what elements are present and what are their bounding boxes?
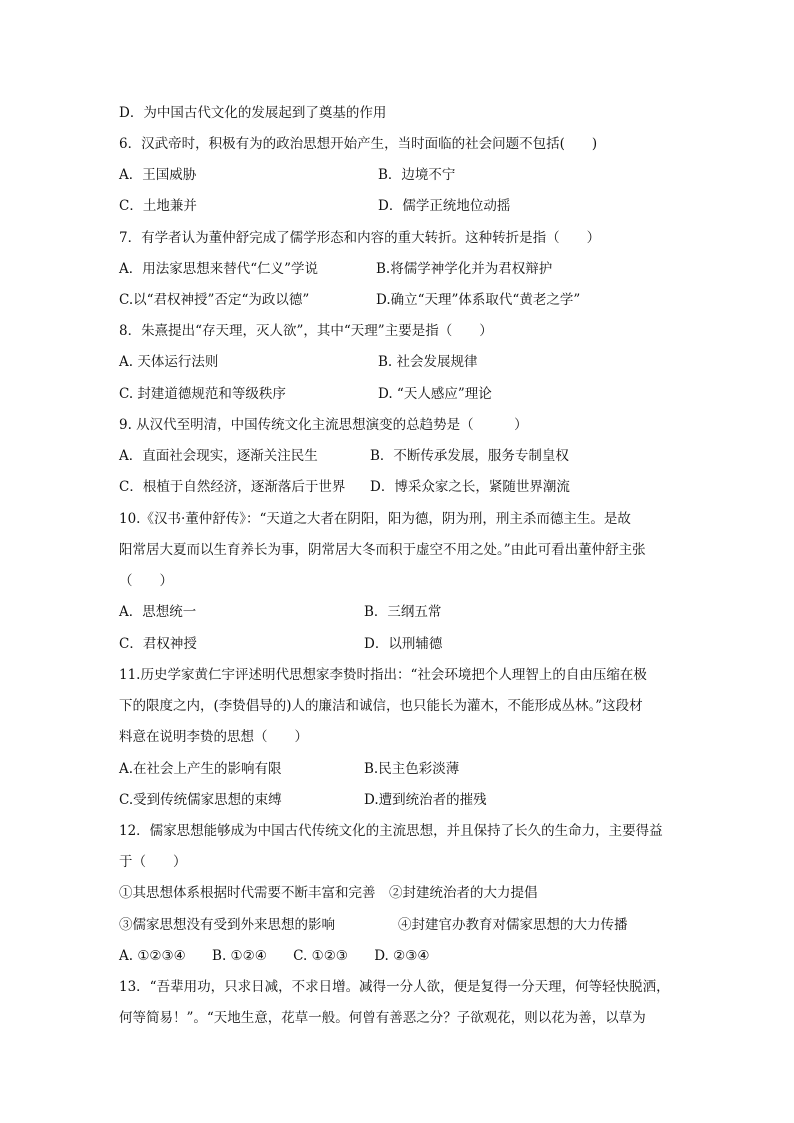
q10-stem-line1: 10.《汉书·董仲舒传》：“天道之大者在阴阳，阳为德，阴为刑，刑主杀而德主生。是故 xyxy=(119,511,631,527)
q9-option-b: B．不断传承发展，服务专制皇权 xyxy=(370,448,569,464)
q11-stem-line1: 11.历史学家黄仁宇评述明代思想家李贽时指出：“社会环境把个人理智上的自由压缩在极 xyxy=(119,667,647,683)
q7-option-a: A．用法家思想来替代“仁义”学说 xyxy=(119,261,319,277)
q7-stem: 7．有学者认为董仲舒完成了儒学形态和内容的重大转折。这种转折是指（ ） xyxy=(119,230,601,246)
q12-option-d: D. ②③④ xyxy=(374,948,430,964)
q11-option-b: B.民主色彩淡薄 xyxy=(364,761,460,777)
q12-option-b: B. ①②④ xyxy=(212,948,267,964)
q9-option-c: C．根植于自然经济，逐渐落后于世界 xyxy=(119,479,346,495)
q12-stem-line2: 于（ ） xyxy=(119,854,187,870)
q10-option-a: A．思想统一 xyxy=(119,604,197,620)
q7-option-c: C.以“君权神授”否定“为政以德” xyxy=(119,292,310,308)
q12-option-c: C. ①②③ xyxy=(293,948,348,964)
q12-option-a: A. ①②③④ xyxy=(119,948,186,964)
q12-statement-3: ③儒家思想没有受到外来思想的影响 xyxy=(119,917,335,933)
q11-option-d: D.遭到统治者的摧残 xyxy=(364,792,487,808)
q11-option-a: A.在社会上产生的影响有限 xyxy=(119,761,282,777)
q10-option-c: C．君权神授 xyxy=(119,636,197,652)
q9-option-a: A．直面社会现实，逐渐关注民生 xyxy=(119,448,318,464)
q12-statements-row1: ①其思想体系根据时代需要不断丰富和完善 ②封建统治者的大力提倡 xyxy=(119,885,538,901)
q13-stem-line2: 何等简易！”。“天地生意，花草一般。何曾有善恶之分？子欲观花，则以花为善，以草为 xyxy=(119,1010,646,1026)
q9-stem: 9. 从汉代至明清，中国传统文化主流思想演变的总趋势是（ ） xyxy=(119,417,528,433)
q12-stem-line1: 12．儒家思想能够成为中国古代传统文化的主流思想，并且保持了长久的生命力，主要得益 xyxy=(119,823,663,839)
q6-option-b: B．边境不宁 xyxy=(378,167,456,183)
q8-option-d: D. “天人感应”理论 xyxy=(378,386,492,402)
q8-option-b: B. 社会发展规律 xyxy=(378,354,478,370)
q11-stem-line3: 料意在说明李贽的思想（ ） xyxy=(119,729,308,745)
q9-option-d: D．博采众家之长，紧随世界潮流 xyxy=(370,479,570,495)
q11-stem-line2: 下的限度之内，(李贽倡导的)人的廉洁和诚信，也只能长为灌木，不能形成丛林。”这段材 xyxy=(119,698,643,714)
q12-statement-4: ④封建官办教育对儒家思想的大力传播 xyxy=(398,917,628,933)
q5-option-d: D．为中国古代文化的发展起到了奠基的作用 xyxy=(119,105,387,121)
q8-option-a: A. 天体运行法则 xyxy=(119,354,219,370)
q10-stem-line2: 阳常居大夏而以生育养长为事，阴常居大冬而积于虚空不用之处。”由此可看出董仲舒主张 xyxy=(119,542,646,558)
q12-options-row xyxy=(119,947,451,965)
q6-option-d: D．儒学正统地位动摇 xyxy=(378,198,511,214)
q8-stem: 8．朱熹提出“存天理，灭人欲”，其中“天理”主要是指（ ） xyxy=(119,323,493,339)
q6-option-a: A．王国威胁 xyxy=(119,167,197,183)
q10-option-b: B．三纲五常 xyxy=(364,604,442,620)
q8-option-c: C. 封建道德规范和等级秩序 xyxy=(119,386,286,402)
q7-option-b: B.将儒学神学化并为君权辩护 xyxy=(376,261,553,277)
q10-stem-line3: （ ） xyxy=(119,573,173,589)
q6-stem: 6．汉武帝时，积极有为的政治思想开始产生，当时面临的社会问题不包括( ) xyxy=(119,136,598,152)
q7-option-d: D.确立“天理”体系取代“黄老之学” xyxy=(376,292,581,308)
q6-option-c: C．土地兼并 xyxy=(119,198,197,214)
q13-stem-line1: 13．“吾辈用功，只求日减，不求日增。减得一分人欲，便是复得一分天理，何等轻快脱洒， xyxy=(119,979,670,995)
q11-option-c: C.受到传统儒家思想的束缚 xyxy=(119,792,282,808)
q10-option-d: D．以刑辅德 xyxy=(364,636,443,652)
q6-options-row1 xyxy=(119,166,196,184)
